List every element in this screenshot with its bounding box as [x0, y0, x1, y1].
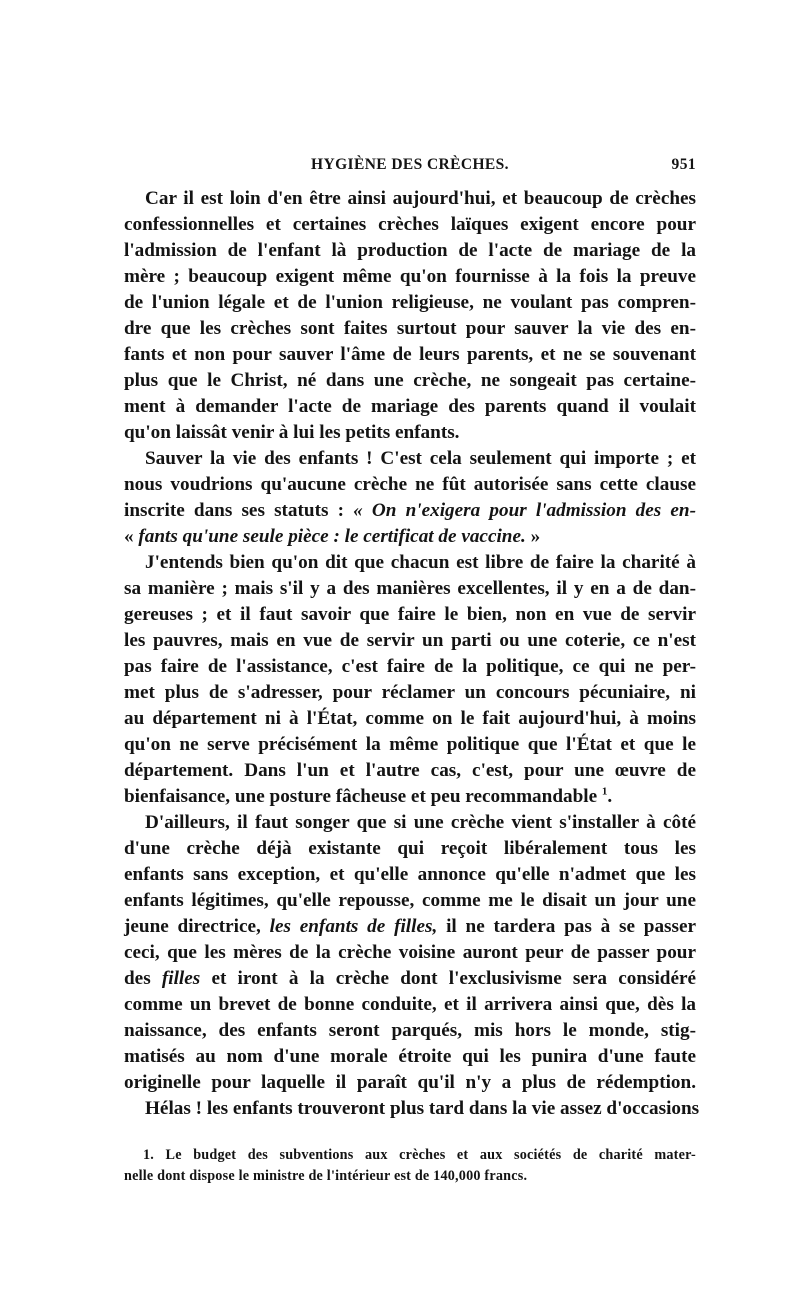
text-line: Hélas ! les enfants trouveront plus tard dans la vie assez d'occasions	[145, 1098, 700, 1119]
text-line: ceci, que les mères de la crèche voisine auront peur de passer pour	[124, 942, 696, 963]
text-line	[124, 498, 696, 524]
text-line	[124, 966, 696, 992]
text-line: enfants légitimes, qu'elle repousse, comme me le disait un jour une	[124, 890, 696, 911]
text-line: les pauvres, mais en vue de servir un parti ou une coterie, ce n'est	[124, 630, 696, 651]
italic-phrase: les enfants de filles,	[269, 916, 438, 937]
text-line	[124, 524, 696, 550]
text-line: matisés au nom d'une morale étroite qui les punira d'une faute	[124, 1046, 696, 1067]
text-line: met plus de s'adresser, pour réclamer un concours pécuniaire, ni	[124, 682, 696, 703]
text-line: confessionnelles et certaines crèches laïques exigent encore pour	[124, 214, 696, 235]
text-line: originelle pour laquelle il paraît qu'il n'y a plus de rédemption.	[124, 1072, 696, 1093]
line-segment: jeune directrice,	[124, 916, 261, 937]
text-line: qu'on ne serve précisément la même politique que l'État et que le	[124, 734, 696, 755]
text-line: comme un brevet de bonne conduite, et il arrivera ainsi que, dès la	[124, 994, 696, 1015]
footnote-marker: 1	[601, 785, 608, 798]
line-segment: inscrite dans ses statuts :	[124, 500, 344, 521]
line-segment: «	[124, 526, 134, 547]
text-line: mère ; beaucoup exigent même qu'on fournisse à la fois la preuve	[124, 266, 696, 287]
running-head	[124, 156, 696, 178]
text-line: plus que le Christ, né dans une crèche, ne songeait pas certaine-	[124, 370, 696, 391]
text-line	[124, 784, 696, 810]
text-line: l'admission de l'enfant là production de l'acte de mariage de la	[124, 240, 696, 261]
text-line: sa manière ; mais s'il y a des manières excellentes, il y en a de dan-	[124, 578, 696, 599]
running-title: HYGIÈNE DES CRÈCHES.	[311, 156, 509, 173]
text-line: J'entends bien qu'on dit que chacun est libre de faire la charité à	[145, 552, 696, 573]
text-line: de l'union légale et de l'union religieuse, ne voulant pas compren-	[124, 292, 696, 313]
text-line: gereuses ; et il faut savoir que faire le bien, non en vue de servir	[124, 604, 696, 625]
footnote-line: nelle dont dispose le ministre de l'intérieur est de 140,000 francs.	[124, 1168, 528, 1184]
italic-quote: « On n'exigera pour l'admission des en-	[353, 500, 696, 521]
line-segment: des	[124, 968, 151, 989]
text-line: fants et non pour sauver l'âme de leurs parents, et ne se souvenant	[124, 344, 696, 365]
italic-quote: fants qu'une seule pièce : le certificat de vaccine.	[138, 526, 526, 547]
line-segment: .	[607, 786, 613, 807]
line-segment: il ne tardera pas à se passer	[446, 916, 697, 937]
footnote-line: 1. Le budget des subventions aux crèches et aux sociétés de charité mater-	[143, 1147, 696, 1163]
text-line: au département ni à l'État, comme on le fait aujourd'hui, à moins	[124, 708, 696, 729]
line-segment: »	[530, 526, 541, 547]
text-line: D'ailleurs, il faut songer que si une crèche vient s'installer à côté	[145, 812, 696, 833]
line-segment: bienfaisance, une posture fâcheuse et peu recommandable	[124, 786, 598, 807]
page-number: 951	[671, 156, 696, 173]
text-line: Car il est loin d'en être ainsi aujourd'hui, et beaucoup de crèches	[145, 188, 696, 209]
text-line: nous voudrions qu'aucune crèche ne fût autorisée sans cette clause	[124, 474, 696, 495]
text-line: d'une crèche déjà existante qui reçoit libéralement tous les	[124, 838, 696, 859]
text-line: Sauver la vie des enfants ! C'est cela seulement qui importe ; et	[145, 448, 696, 469]
text-line: dre que les crèches sont faites surtout pour sauver la vie des en-	[124, 318, 696, 339]
text-line	[124, 914, 696, 940]
text-line: enfants sans exception, et qu'elle annonce qu'elle n'admet que les	[124, 864, 696, 885]
text-line: département. Dans l'un et l'autre cas, c'est, pour une œuvre de	[124, 760, 696, 781]
text-line: pas faire de l'assistance, c'est faire de la politique, ce qui ne per-	[124, 656, 696, 677]
line-segment: et iront à la crèche dont l'exclusivisme sera considéré	[211, 968, 697, 989]
italic-phrase: filles	[161, 968, 201, 989]
text-line: qu'on laissât venir à lui les petits enfants.	[124, 422, 460, 443]
text-line: ment à demander l'acte de mariage des parents quand il voulait	[124, 396, 696, 417]
text-line: naissance, des enfants seront parqués, mis hors le monde, stig-	[124, 1020, 696, 1041]
